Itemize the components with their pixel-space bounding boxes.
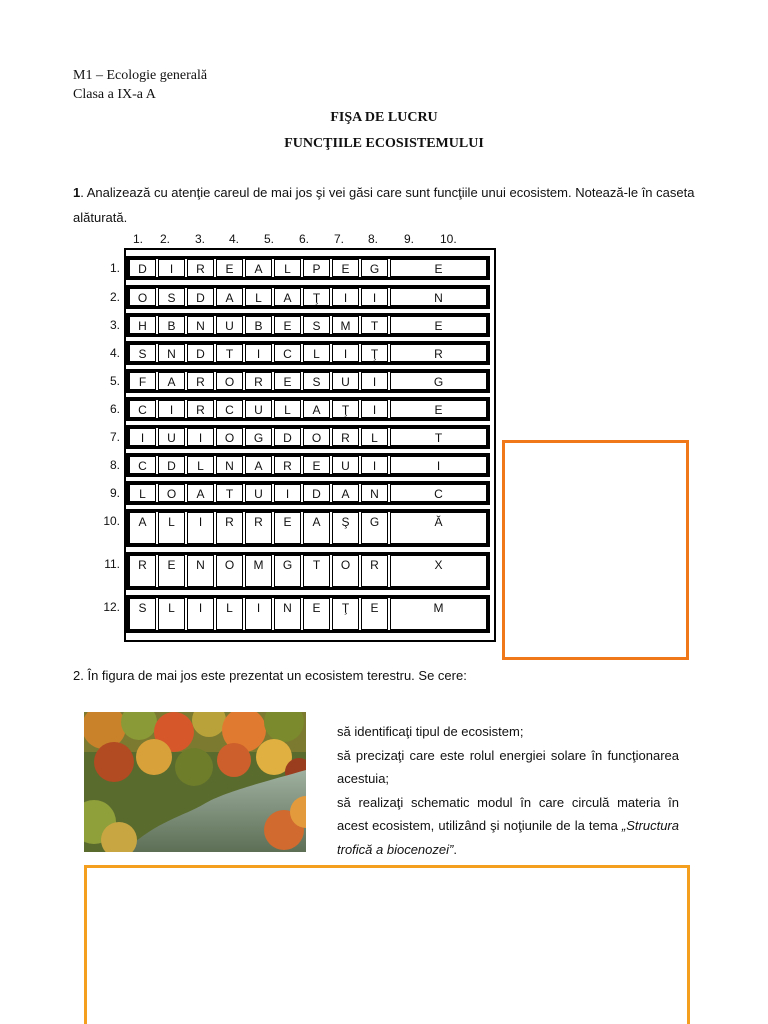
answer-area-box[interactable] [84, 865, 690, 1024]
grid-cell: R [187, 372, 214, 390]
grid-column-number: 5. [264, 232, 275, 246]
grid-cell: E [361, 598, 388, 630]
grid-cell: T [390, 428, 487, 446]
grid-cell: E [274, 316, 301, 334]
grid-row-label: 7. [109, 430, 120, 444]
grid-cell: U [245, 484, 272, 502]
grid-cell: R [187, 400, 214, 418]
course-title: M1 – Ecologie generală [73, 68, 208, 83]
grid-cell: E [216, 259, 243, 277]
grid-cell: Ţ [361, 344, 388, 362]
grid-row [126, 425, 490, 449]
grid-cell: Ţ [332, 598, 359, 630]
grid-cell: A [216, 288, 243, 306]
grid-cell: R [216, 512, 243, 544]
class-name: Clasa a IX-a A [73, 87, 156, 102]
grid-cell: G [390, 372, 487, 390]
grid-row-label: 9. [109, 486, 120, 500]
grid-cell: E [390, 316, 487, 334]
grid-row [126, 313, 490, 337]
grid-cell: L [158, 598, 185, 630]
grid-cell: I [158, 400, 185, 418]
grid-cell: O [216, 428, 243, 446]
grid-row [126, 552, 490, 590]
grid-cell: S [129, 344, 156, 362]
requirement-3-text: să realizaţi schematic modul în care circulă materia în acest ecosistem, utilizând şi noţiunile de la tema [337, 794, 679, 833]
grid-cell: X [390, 555, 487, 587]
grid-cell: D [187, 288, 214, 306]
grid-cell: A [303, 512, 330, 544]
grid-column-number: 9. [404, 232, 415, 246]
grid-row [126, 453, 490, 477]
grid-cell: R [274, 456, 301, 474]
grid-cell: A [332, 484, 359, 502]
grid-cell: D [303, 484, 330, 502]
grid-cell: I [245, 598, 272, 630]
grid-cell: I [332, 344, 359, 362]
grid-cell: E [158, 555, 185, 587]
grid-cell: S [158, 288, 185, 306]
grid-row-label: 2. [109, 290, 120, 304]
grid-cell: E [274, 372, 301, 390]
grid-cell: O [216, 372, 243, 390]
grid-cell: D [158, 456, 185, 474]
grid-column-number: 3. [195, 232, 206, 246]
grid-cell: T [361, 316, 388, 334]
grid-column-number: 2. [160, 232, 171, 246]
grid-cell: E [303, 598, 330, 630]
grid-cell: C [390, 484, 487, 502]
requirement-2: să precizaţi care este rolul energiei solare în funcţionarea acestuia; [337, 747, 679, 786]
grid-cell: I [332, 288, 359, 306]
grid-cell: Ţ [332, 400, 359, 418]
grid-cell: A [187, 484, 214, 502]
grid-cell: N [158, 344, 185, 362]
grid-cell: N [187, 316, 214, 334]
grid-row [126, 397, 490, 421]
grid-cell: R [245, 512, 272, 544]
grid-cell: R [332, 428, 359, 446]
grid-cell: M [332, 316, 359, 334]
grid-row [126, 285, 490, 309]
grid-cell: R [187, 259, 214, 277]
grid-cell: M [390, 598, 487, 630]
grid-cell: N [361, 484, 388, 502]
grid-cell: I [187, 428, 214, 446]
requirement-3-end: . [453, 841, 457, 857]
grid-cell: N [216, 456, 243, 474]
grid-cell: Ş [332, 512, 359, 544]
grid-cell: U [216, 316, 243, 334]
grid-cell: G [274, 555, 301, 587]
grid-cell: E [390, 400, 487, 418]
grid-cell: L [303, 344, 330, 362]
grid-cell: A [245, 259, 272, 277]
grid-cell: I [361, 288, 388, 306]
grid-cell: C [274, 344, 301, 362]
grid-cell: C [129, 456, 156, 474]
grid-cell: B [245, 316, 272, 334]
task-1-instructions [73, 180, 695, 230]
grid-cell: I [361, 400, 388, 418]
grid-cell: T [216, 344, 243, 362]
grid-cell: D [274, 428, 301, 446]
grid-cell: I [274, 484, 301, 502]
grid-cell: E [303, 456, 330, 474]
grid-cell: O [158, 484, 185, 502]
grid-cell: M [245, 555, 272, 587]
requirement-3-topic: „Structura trofică a biocenozei” [337, 818, 679, 857]
grid-cell: T [303, 555, 330, 587]
grid-column-numbers [128, 232, 488, 248]
grid-cell: L [274, 400, 301, 418]
grid-cell: U [245, 400, 272, 418]
grid-row-label: 3. [109, 318, 120, 332]
grid-cell: L [187, 456, 214, 474]
task-2-instructions: 2. În figura de mai jos este prezentat un ecosistem terestru. Se cere: [73, 668, 467, 683]
grid-cell: L [361, 428, 388, 446]
grid-cell: I [187, 598, 214, 630]
grid-cell: I [129, 428, 156, 446]
grid-cell: D [129, 259, 156, 277]
grid-cell: G [245, 428, 272, 446]
grid-cell: I [361, 372, 388, 390]
grid-column-number: 10. [440, 232, 457, 246]
grid-row-label: 6. [109, 402, 120, 416]
grid-cell: P [303, 259, 330, 277]
grid-row [126, 509, 490, 547]
grid-cell: R [129, 555, 156, 587]
grid-cell: F [129, 372, 156, 390]
grid-column-number: 1. [133, 232, 144, 246]
grid-cell: A [129, 512, 156, 544]
worksheet-subtitle: FUNCŢIILE ECOSISTEMULUI [284, 136, 484, 151]
grid-cell: L [158, 512, 185, 544]
grid-row-label: 8. [109, 458, 120, 472]
grid-cell: G [361, 512, 388, 544]
grid-row [126, 256, 490, 280]
grid-cell: O [129, 288, 156, 306]
grid-row-label: 5. [109, 374, 120, 388]
grid-cell: A [158, 372, 185, 390]
grid-cell: C [129, 400, 156, 418]
grid-column-number: 7. [334, 232, 345, 246]
task-2-requirements [337, 720, 679, 861]
grid-cell: E [274, 512, 301, 544]
grid-row-label: 1. [109, 261, 120, 275]
worksheet-title: FIŞA DE LUCRU [330, 110, 438, 125]
grid-column-number: 8. [368, 232, 379, 246]
grid-cell: S [303, 316, 330, 334]
answer-box[interactable] [502, 440, 689, 660]
grid-cell: I [245, 344, 272, 362]
grid-cell: O [303, 428, 330, 446]
grid-cell: T [216, 484, 243, 502]
grid-cell: O [332, 555, 359, 587]
grid-cell: A [245, 456, 272, 474]
grid-cell: S [129, 598, 156, 630]
grid-cell: R [361, 555, 388, 587]
grid-column-number: 4. [229, 232, 240, 246]
forest-river-photo [84, 712, 306, 852]
grid-row-label: 12. [103, 600, 120, 614]
grid-cell: H [129, 316, 156, 334]
grid-cell: U [332, 372, 359, 390]
grid-cell: E [332, 259, 359, 277]
grid-cell: L [245, 288, 272, 306]
grid-cell: I [158, 259, 185, 277]
grid-cell: L [129, 484, 156, 502]
grid-cell: R [390, 344, 487, 362]
grid-cell: O [216, 555, 243, 587]
grid-cell: B [158, 316, 185, 334]
grid-row [126, 481, 490, 505]
grid-cell: E [390, 259, 487, 277]
grid-row [126, 341, 490, 365]
grid-row-label: 10. [103, 514, 120, 528]
grid-cell: I [361, 456, 388, 474]
grid-cell: Ţ [303, 288, 330, 306]
grid-cell: R [245, 372, 272, 390]
grid-row-label: 4. [109, 346, 120, 360]
grid-cell: U [158, 428, 185, 446]
grid-cell: S [303, 372, 330, 390]
grid-column-number: 6. [299, 232, 310, 246]
requirement-1: să identificaţi tipul de ecosistem; [337, 724, 524, 739]
grid-cell: D [187, 344, 214, 362]
requirement-3 [337, 791, 679, 862]
grid-cell: N [390, 288, 487, 306]
grid-cell: N [187, 555, 214, 587]
task-1-number: 1 [73, 185, 81, 200]
grid-row-label: 11. [104, 557, 120, 571]
grid-cell: A [303, 400, 330, 418]
grid-cell: L [274, 259, 301, 277]
grid-cell: I [390, 456, 487, 474]
grid-cell: A [274, 288, 301, 306]
grid-cell: N [274, 598, 301, 630]
task-1-text: . Analizează cu atenţie careul de mai jos şi vei găsi care sunt funcţiile unui ecosistem. Notează-le în caseta alăturată. [73, 185, 695, 225]
grid-cell: C [216, 400, 243, 418]
grid-cell: G [361, 259, 388, 277]
grid-row [126, 369, 490, 393]
grid-cell: L [216, 598, 243, 630]
grid-cell: U [332, 456, 359, 474]
grid-cell: I [187, 512, 214, 544]
grid-cell: Ă [390, 512, 487, 544]
grid-row [126, 595, 490, 633]
